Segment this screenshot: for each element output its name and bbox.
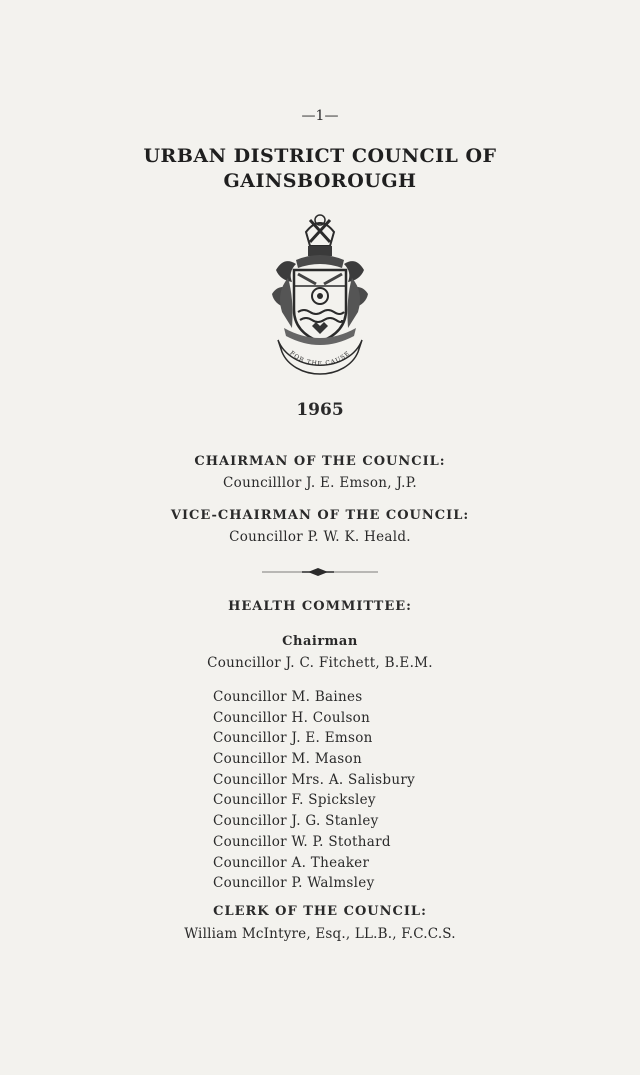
page-title-line-2: GAINSBOROUGH: [223, 170, 417, 192]
coat-of-arms-icon: [268, 212, 372, 384]
committee-chairman-name: Councillor J. C. Fitchett, B.E.M.: [207, 655, 433, 671]
list-item: Councillor A. Theaker: [213, 854, 370, 871]
list-item: Councillor M. Mason: [213, 751, 362, 768]
list-item: Councillor M. Baines: [213, 689, 363, 705]
health-committee-heading: HEALTH COMMITTEE:: [228, 599, 412, 614]
chairman-name: Councilllor J. E. Emson, J.P.: [223, 475, 417, 491]
year-heading: 1965: [296, 400, 344, 420]
vice-chairman-name: Councillor P. W. K. Heald.: [229, 529, 411, 545]
list-item: Councillor H. Coulson: [213, 709, 371, 726]
chairman-heading: CHAIRMAN OF THE COUNCIL:: [194, 454, 446, 469]
clerk-heading: CLERK OF THE COUNCIL:: [213, 904, 427, 919]
committee-members-list: [213, 687, 415, 894]
list-item: Councillor J. E. Emson: [213, 730, 373, 747]
committee-chairman-label: Chairman: [282, 634, 358, 649]
list-item: Councillor J. G. Stanley: [213, 813, 379, 830]
page-title-line-1: URBAN DISTRICT COUNCIL OF: [143, 145, 497, 167]
list-item: Councillor Mrs. A. Salisbury: [213, 771, 416, 788]
list-item: Councillor W. P. Stothard: [213, 833, 391, 850]
clerk-name: William McIntyre, Esq., LL.B., F.C.C.S.: [184, 926, 456, 942]
section-divider: [262, 566, 378, 578]
list-item: Councillor F. Spicksley: [213, 792, 376, 809]
page-number: —1—: [301, 108, 339, 124]
list-item: Councillor P. Walmsley: [213, 875, 375, 892]
vice-chairman-heading: VICE-CHAIRMAN OF THE COUNCIL:: [170, 508, 470, 523]
svg-text:FOR THE CAUSE: FOR THE CAUSE: [288, 349, 352, 368]
